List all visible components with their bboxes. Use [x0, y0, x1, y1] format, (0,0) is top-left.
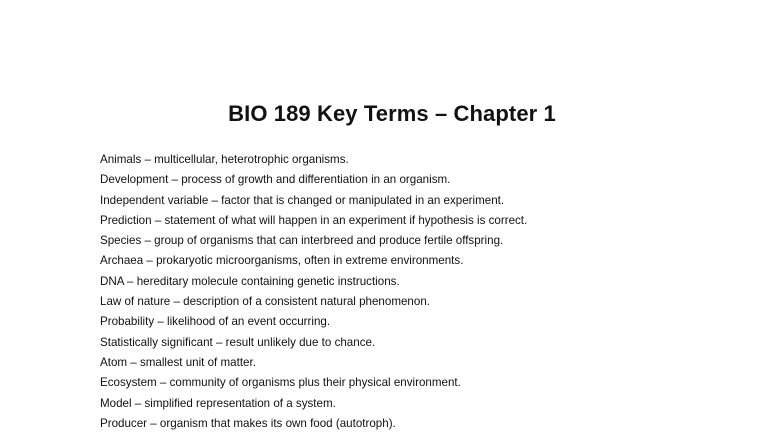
term-item: Development – process of growth and differentiation in an organism. — [100, 173, 451, 187]
term-item: Producer – organism that makes its own food (autotroph). — [100, 416, 396, 430]
term-item: Statistically significant – result unlikely due to chance. — [100, 335, 376, 349]
key-terms-list — [100, 150, 527, 434]
term-item: Atom – smallest unit of matter. — [100, 355, 256, 369]
term-item: Law of nature – description of a consistent natural phenomenon. — [100, 295, 430, 309]
term-item: Ecosystem – community of organisms plus their physical environment. — [100, 376, 461, 390]
page-title: BIO 189 Key Terms – Chapter 1 — [228, 101, 556, 126]
term-item: DNA – hereditary molecule containing genetic instructions. — [100, 274, 400, 288]
term-item: Model – simplified representation of a system. — [100, 396, 336, 410]
term-item: Species – group of organisms that can interbreed and produce fertile offspring. — [100, 234, 504, 248]
term-item: Archaea – prokaryotic microorganisms, often in extreme environments. — [100, 254, 464, 268]
term-item: Probability – likelihood of an event occurring. — [100, 315, 331, 329]
term-item: Prediction – statement of what will happen in an experiment if hypothesis is correct. — [100, 213, 528, 227]
term-item: Independent variable – factor that is changed or manipulated in an experiment. — [100, 193, 505, 207]
term-item: Animals – multicellular, heterotrophic organisms. — [100, 153, 349, 166]
